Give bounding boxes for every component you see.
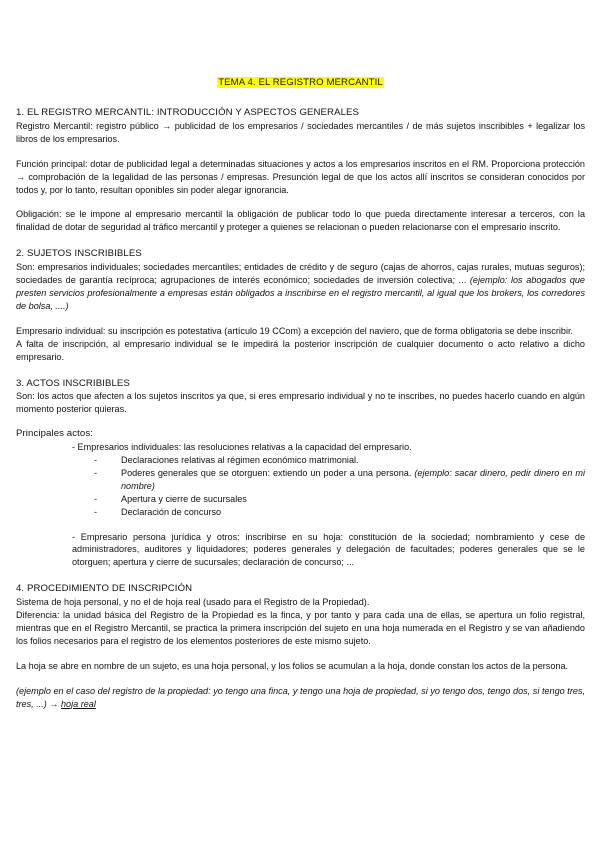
section-2-paragraph-1-text: Son: empresarios individuales; sociedades mercantiles; entidades de crédito y de seguro (cajas de ahorros, cajas rurales, mutuas seguros); sociedades de garantía recíproca; agrupaciones de interés económico; sociedades de inversión colectiva; ... bbox=[16, 262, 585, 286]
list-item: - Poderes generales que se otorguen: extiendo un poder a una persona. (ejemplo: sacar dinero, pedir dinero en mi nombre) bbox=[94, 467, 585, 491]
list-item-example: (ejemplo: sacar dinero, pedir dinero en mi nombre) bbox=[121, 467, 585, 491]
section-4-paragraph-2: Diferencia: la unidad básica del Registro de la Propiedad es la finca, y por tanto y para cada una de ellas, se apertura un folio registral, mientras que en el Registro Mercantil, se practica la primera inscripción del sujeto en una hoja numerada en el Registro y se van añadiendo los folios necesarios para el registro de los elementos posteriores de este mismo sujeto. bbox=[16, 610, 585, 646]
section-4-example-text: (ejemplo en el caso del registro de la propiedad: yo tengo una finca, y tengo una hoja de propiedad, si yo tengo dos, tengo dos, si tengo tres, tres, ...) → bbox=[16, 685, 585, 709]
actos-list bbox=[72, 454, 585, 519]
hoja-real-term: hoja real bbox=[60, 698, 96, 709]
section-1-paragraph-3: Obligación: se le impone al empresario mercantil la obligación de publicar todo lo que pueda directamente interesar a terceros, con la finalidad de dotar de seguridad al tráfico mercantil y proteger a quienes se relacionan o pueden relacionarse con el empresario inscrito. bbox=[16, 209, 585, 233]
section-1-heading: 1. EL REGISTRO MERCANTIL: INTRODUCCIÓN Y ASPECTOS GENERALES bbox=[16, 107, 360, 118]
section-4-heading: 4. PROCEDIMIENTO DE INSCRIPCIÓN bbox=[16, 583, 193, 595]
title-row bbox=[16, 72, 585, 90]
section-4-paragraph-3: La hoja se abre en nombre de un sujeto, es una hoja personal, y los folios se acumulan a la hoja, donde constan los actos de la persona. bbox=[16, 660, 569, 671]
list-item: - Declaraciones relativas al régimen económico matrimonial. bbox=[94, 455, 359, 466]
empresarios-individuales-intro: - Empresarios individuales: las resoluciones relativas a la capacidad del empresario. bbox=[72, 442, 412, 453]
persona-juridica-text: - Empresario persona jurídica y otros: inscribirse en su hoja: constitución de la sociedad; nombramiento y cese de administradores, auditores y liquidadores; poderes generales y delegación de facultades; poderes generales que se le otorguen; apertura y cierre de sucursales; declaración de concurso; ... bbox=[72, 531, 585, 568]
list-item: - Declaración de concurso bbox=[94, 506, 222, 517]
section-2-heading: 2. SUJETOS INSCRIBIBLES bbox=[16, 248, 142, 260]
list-item: - Apertura y cierre de sucursales bbox=[94, 493, 247, 504]
document-title: TEMA 4. EL REGISTRO MERCANTIL bbox=[218, 77, 383, 88]
principales-actos-label: Principales actos: bbox=[16, 428, 93, 440]
list-item-text: Poderes generales que se otorguen: extiendo un poder a una persona. bbox=[121, 467, 412, 478]
list-item-text: Apertura y cierre de sucursales bbox=[121, 493, 247, 504]
section-1-paragraph-1: Registro Mercantil: registro público → publicidad de los empresarios / sociedades mercantiles / de más sujetos inscribibles + legalizar los libros de los empresarios. bbox=[16, 120, 585, 144]
section-3-heading: 3. ACTOS INSCRIBIBLES bbox=[16, 377, 130, 389]
section-1-paragraph-2: Función principal: dotar de publicidad legal a determinadas situaciones y actos a los empresarios inscritos en el RM. Proporciona protección → comprobación de la legalidad de las personas / empresas. Presunción legal de que los actos allí inscritos se consideran conocidos por todos y, por lo tanto, resultan oponibles sin poder alegar ignorancia. bbox=[16, 158, 585, 195]
section-2-example: (ejemplo: los abogados que presten servicios profesionalmente a empresas están obligados a inscribirse en el registro mercantil, al igual que los brokers, los corredores de bolsa, ....) bbox=[16, 275, 585, 311]
section-2-paragraph-2: Empresario individual: su inscripción es potestativa (artículo 19 CCom) a excepción del naviero, que de forma obligatoria se debe inscribir. bbox=[16, 325, 574, 336]
section-4-example bbox=[16, 685, 585, 711]
section-2-paragraph-1 bbox=[16, 261, 585, 313]
section-2-paragraph-3: A falta de inscripción, al empresario individual se le impedirá la posterior inscripción de cualquier documento o acto relativo a dicho empresario. bbox=[16, 338, 585, 362]
section-4-paragraph-1: Sistema de hoja personal, y no el de hoja real (usado para el Registro de la Propiedad). bbox=[16, 597, 370, 608]
section-3-paragraph-1: Son: los actos que afecten a los sujetos inscritos ya que, si eres empresario individual y no te inscribes, no puedes hacerlo cuando en algún momento posterior quieras. bbox=[16, 391, 585, 415]
persona-juridica-block bbox=[16, 531, 585, 570]
list-item-text: Declaración de concurso bbox=[121, 506, 222, 517]
empresarios-individuales-block bbox=[16, 441, 585, 518]
list-item-text: Declaraciones relativas al régimen económico matrimonial. bbox=[121, 455, 359, 466]
